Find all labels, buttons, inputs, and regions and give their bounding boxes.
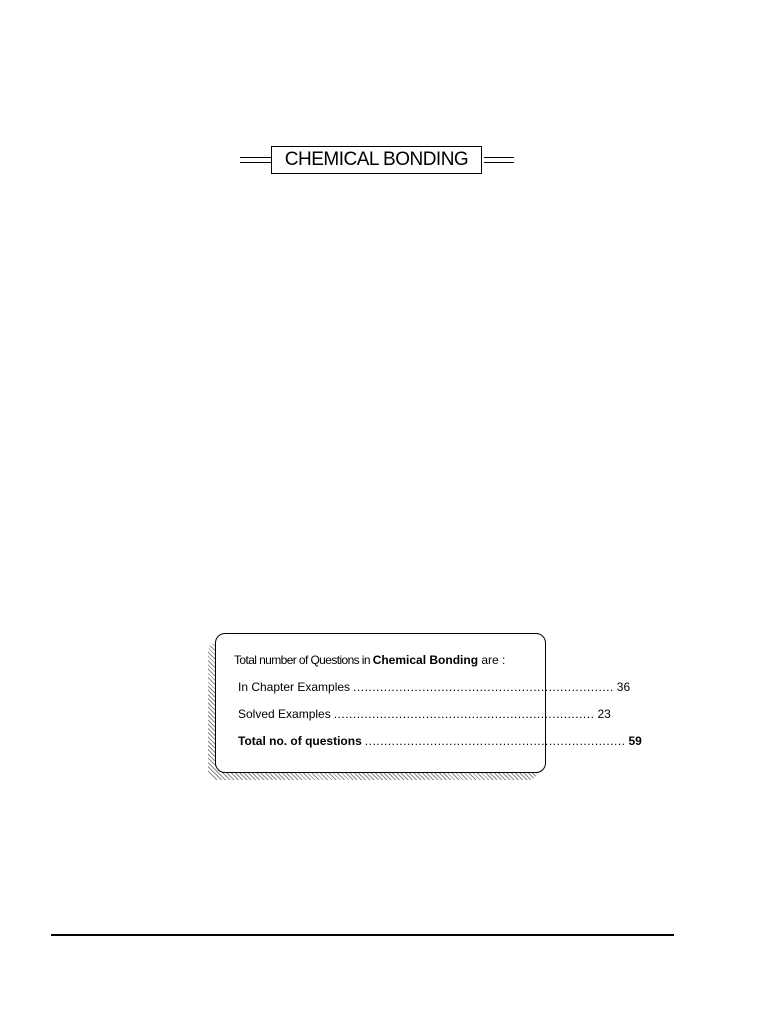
row-label: Total no. of questions (238, 734, 362, 748)
chapter-title: CHEMICAL BONDING (271, 146, 482, 174)
dot-leader: .................................................................... (353, 680, 614, 694)
summary-heading-suffix: are : (478, 653, 506, 667)
title-rule-left (240, 157, 271, 163)
summary-heading-topic: Chemical Bonding (372, 653, 479, 667)
row-label: Solved Examples (238, 707, 331, 721)
summary-heading (234, 653, 505, 667)
row-value: 36 (616, 680, 631, 694)
row-value: 59 (628, 734, 642, 748)
dot-leader: .................................................................... (333, 707, 595, 721)
row-label: In Chapter Examples (238, 680, 351, 694)
row-value: 23 (597, 707, 611, 721)
question-summary-card (215, 633, 642, 773)
summary-row-in-chapter (238, 680, 631, 694)
footer-rule (51, 934, 674, 936)
summary-row-total (238, 734, 642, 748)
summary-row-solved (238, 707, 611, 721)
summary-heading-prefix: Total number of Questions in (234, 653, 373, 667)
chapter-title-block (240, 146, 514, 176)
title-rule-right (484, 157, 514, 163)
dot-leader: .................................................................... (364, 734, 626, 748)
